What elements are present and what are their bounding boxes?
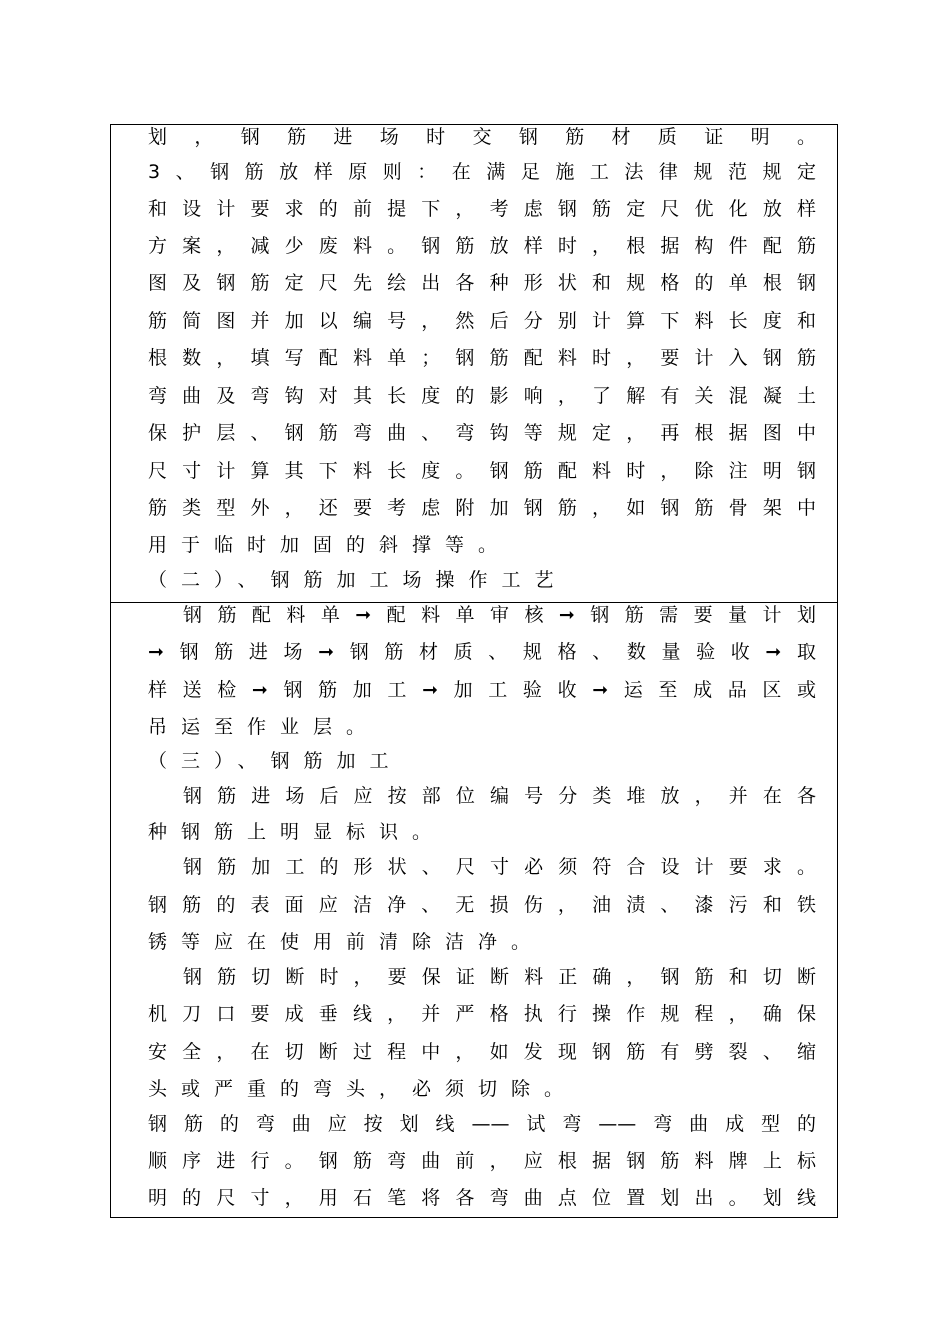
process-flow-line: 样送检➞钢筋加工➞加工验收➞运至成品区或 [148,679,816,701]
text-line: 筋简图并加以编号，然后分别计算下料长度和 [148,310,816,332]
text-line: 钢筋加工的形状、尺寸必须符合设计要求。 [183,856,816,878]
text-line: 筋类型外，还要考虑附加钢筋，如钢筋骨架中 [148,497,816,519]
text-line: 3、钢筋放样原则：在满足施工法律规范规定 [148,161,816,183]
text-line: 顺序进行。钢筋弯曲前，应根据钢筋料牌上标 [148,1150,816,1172]
text-line: 和设计要求的前提下，考虑钢筋定尺优化放样 [148,198,816,220]
section-heading: （三）、钢筋加工 [148,750,403,772]
text-line: 方案，减少废料。钢筋放样时，根据构件配筋 [148,235,816,257]
text-line: 机刀口要成垂线，并严格执行操作规程，确保 [148,1003,816,1025]
text-line: 尺寸计算其下料长度。钢筋配料时，除注明钢 [148,460,816,482]
process-flow-line: 吊运至作业层。 [148,716,380,738]
text-line: 头或严重的弯头，必须切除。 [148,1078,578,1100]
text-line: 钢筋的表面应洁净、无损伤，油渍、漆污和铁 [148,894,816,916]
text-line: 用于临时加固的斜撑等。 [148,534,512,556]
text-line: 锈等应在使用前清除洁净。 [148,931,545,953]
process-flow-line: 钢筋配料单➞配料单审核➞钢筋需要量计划 [183,604,816,626]
process-flow-line: ➞钢筋进场➞钢筋材质、规格、数量验收➞取 [148,641,816,663]
text-line: 安全，在切断过程中，如发现钢筋有劈裂、缩 [148,1041,816,1063]
text-line: 根数，填写配料单；钢筋配料时，要计入钢筋 [148,347,816,369]
text-line: 图及钢筋定尺先绘出各种形状和规格的单根钢 [148,272,816,294]
section-heading: （二）、钢筋加工场操作工艺 [148,569,568,591]
text-line: 钢筋切断时，要保证断料正确，钢筋和切断 [183,966,816,988]
text-line: 保护层、钢筋弯曲、弯钩等规定，再根据图中 [148,422,816,444]
text-line: 弯曲及弯钩对其长度的影响，了解有关混凝土 [148,385,816,407]
text-line: 钢筋进场后应按部位编号分类堆放，并在各 [183,785,816,807]
text-line: 划，钢筋进场时交钢筋材质证明。 [148,126,816,148]
text-line: 种钢筋上明显标识。 [148,821,446,843]
text-line: 明的尺寸，用石笔将各弯曲点位置划出。划线 [148,1187,816,1209]
text-line: 钢筋的弯曲应按划线——试弯——弯曲成型的 [148,1113,816,1135]
